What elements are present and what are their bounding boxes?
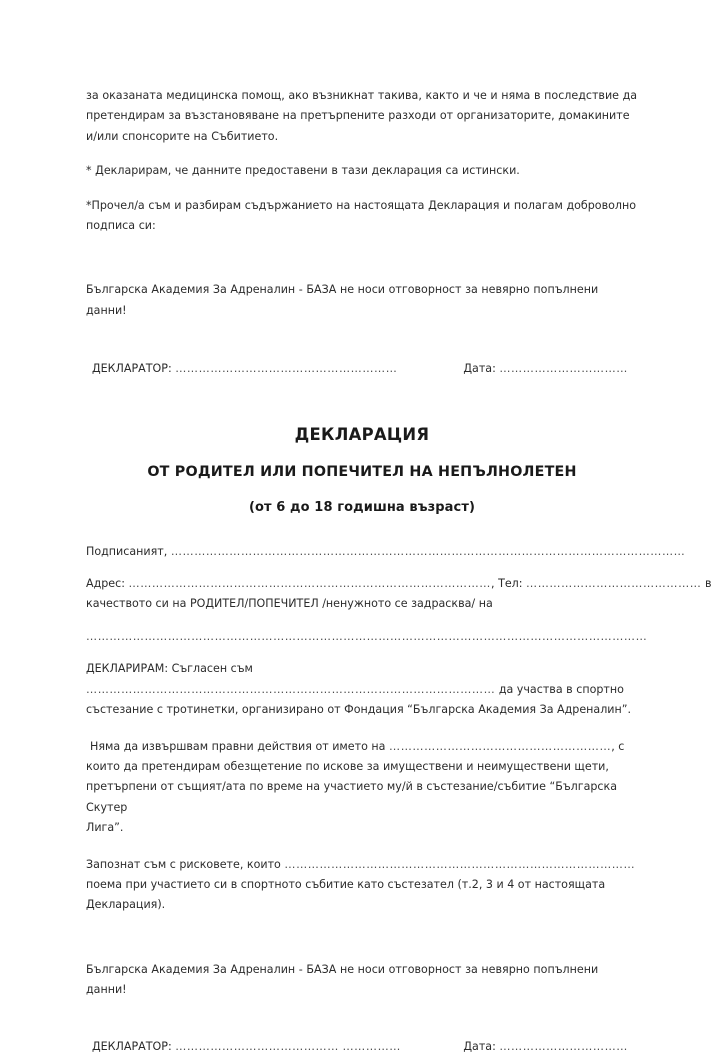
page-age-range: (от 6 до 18 годишна възраст) <box>248 499 476 515</box>
signature-row-top <box>86 359 638 379</box>
spacer <box>86 1001 638 1037</box>
field-no-legal-action[interactable] <box>86 737 638 757</box>
text-risks-line-2: поема при участието си в спортното събитие като състезател (т.2, 3 и 4 от настоящата <box>86 877 606 891</box>
signature-row-bottom <box>86 1037 638 1057</box>
risks-lead: Запознат съм с рисковете, които <box>86 857 281 871</box>
spacer <box>86 721 638 737</box>
address-label: Адрес: <box>86 577 125 591</box>
text-claims-line-2: претърпени от същият/ата по време на участието му/й в състезание/събитие “Българска Скутер <box>86 780 618 814</box>
field-capacity-child[interactable] <box>86 627 648 647</box>
date-field-bottom[interactable] <box>463 1037 638 1057</box>
date-field-top[interactable] <box>463 359 638 379</box>
undersigned-label: Подписаният, <box>86 544 168 558</box>
text-claims-line-1: които да претендирам обезщетение по искове за имуществени и неимуществени щети, <box>86 759 609 773</box>
text-risks-line-3: Декларация). <box>86 898 166 912</box>
declare-child-dotted-line: …………………………………………………………………………………………… <box>86 682 496 696</box>
declarant-field-top[interactable] <box>92 359 397 379</box>
declarant-dotted-line-part2: …………… <box>342 1039 401 1053</box>
text-capacity: качеството си на РОДИТЕЛ/ПОПЕЧИТЕЛ /ненужното се задрасква/ на <box>86 597 493 611</box>
spacer <box>86 380 638 424</box>
undersigned-dotted-line: …………………………………………………………………………………………………………………… <box>170 544 686 558</box>
spacer <box>86 839 638 855</box>
date-label: Дата: <box>463 1039 496 1053</box>
paragraph-declare-truth: * Декларирам, че данните предоставени в тази декларация са истински. <box>86 164 520 178</box>
disclaimer-bottom: Българска Академия За Адреналин - БАЗА не носи отговорност за невярно попълнени данни! <box>86 962 599 997</box>
spacer <box>86 482 638 498</box>
field-undersigned[interactable] <box>86 542 686 562</box>
declarant-label: ДЕКЛАРАТОР: <box>92 1039 172 1053</box>
date-label: Дата: <box>463 362 496 376</box>
declare-child-tail: да участва в спортно <box>498 682 624 696</box>
address-separator: , <box>491 577 495 591</box>
text-claims-line-3: Лига”. <box>86 821 124 835</box>
spacer <box>86 335 638 359</box>
spacer <box>86 562 638 574</box>
declarant-label: ДЕКЛАРАТОР: <box>92 362 172 376</box>
no-legal-action-lead: Няма да извършвам правни действия от името на <box>90 739 386 753</box>
declarant-dotted-line-part1: …………………………………… <box>175 1039 339 1053</box>
field-address-phone[interactable] <box>86 574 712 594</box>
no-legal-action-dotted-line: ………………………………………………… <box>389 739 612 753</box>
risks-dotted-line: ……………………………………………………………………………… <box>284 857 636 871</box>
phone-label: Тел: <box>498 577 523 591</box>
declarant-dotted-line: ………………………………………………… <box>175 362 398 376</box>
no-legal-action-tail: , с <box>611 739 625 753</box>
phone-dotted-line: ……………………………………… <box>526 577 702 591</box>
field-risks[interactable] <box>86 855 638 875</box>
disclaimer-top: Българска Академия За Адреналин - БАЗА не носи отговорност за невярно попълнени данни! <box>86 283 599 317</box>
page-subtitle: ОТ РОДИТЕЛ ИЛИ ПОПЕЧИТЕЛ НА НЕПЪЛНОЛЕТЕН <box>147 463 577 480</box>
document-body <box>86 86 712 1057</box>
paragraph-continuation: за оказаната медицинска помощ, ако възникнат такива, както и че и няма в последствие да претендирам за възстановяване на претърпените разходи от организаторите, домакините и/или спонсорите на Събитието. <box>86 89 638 143</box>
phone-trailing-word: в <box>704 577 712 591</box>
label-declare: ДЕКЛАРИРАМ: Съгласен съм <box>86 662 253 676</box>
spacer <box>86 615 638 627</box>
spacer <box>86 446 638 462</box>
page-title: ДЕКЛАРАЦИЯ <box>294 424 430 444</box>
declarant-field-bottom[interactable] <box>92 1037 401 1057</box>
date-dotted-line: …………………………… <box>499 362 628 376</box>
paragraph-read-understood: *Прочел/а съм и разбирам съдържанието на настоящата Декларация и полагам доброволно подписа си: <box>86 198 637 233</box>
spacer <box>86 518 638 542</box>
spacer <box>86 916 638 960</box>
spacer <box>86 250 638 280</box>
capacity-dotted-line: ……………………………………………………………………………………………………………………………… <box>86 629 648 643</box>
spacer <box>86 647 638 659</box>
date-dotted-line: …………………………… <box>499 1039 628 1053</box>
text-declare-event: състезание с тротинетки, организирано от Фондация “Българска Академия За Адреналин”. <box>86 703 632 717</box>
address-dotted-line: ………………………………………………………………………………… <box>128 577 492 591</box>
field-declare-child[interactable] <box>86 680 638 700</box>
